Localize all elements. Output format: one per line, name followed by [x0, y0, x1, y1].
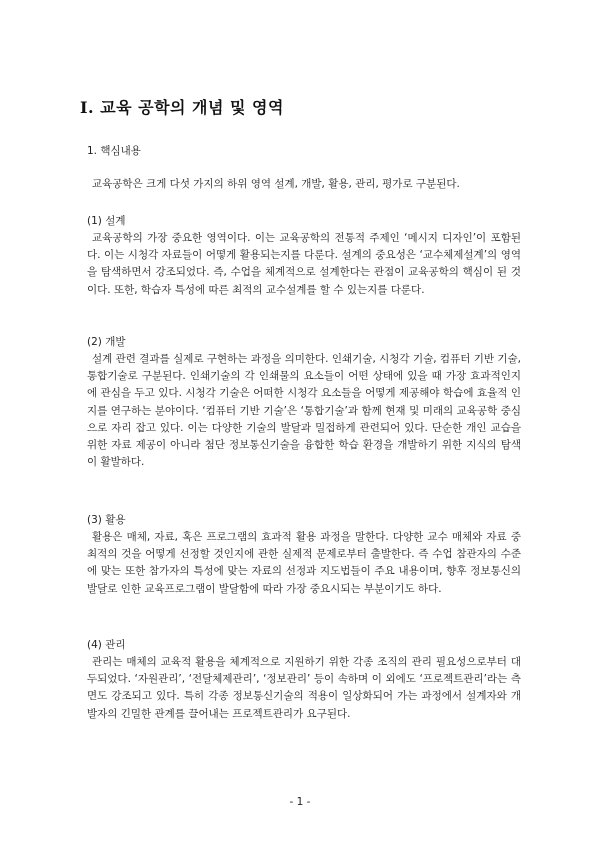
subsection-title: (1) 설계 — [87, 215, 126, 227]
subsection-utilization — [87, 512, 521, 598]
subsection-development — [87, 334, 521, 471]
page-number: - 1 - — [289, 796, 311, 808]
subsection-title: (2) 개발 — [87, 336, 126, 348]
section-heading: 1. 핵심내용 — [87, 145, 141, 157]
intro-paragraph: 교육공학은 크게 다섯 가지의 하위 영역 설계, 개발, 활용, 관리, 평가로 구분된다. — [92, 178, 460, 190]
subsection-design — [87, 213, 521, 299]
subsection-management — [87, 637, 521, 723]
page-title: Ⅰ. 교육 공학의 개념 및 영역 — [80, 98, 284, 117]
subsection-title: (3) 활용 — [87, 514, 126, 526]
subsection-body: 설계 관련 결과를 실제로 구현하는 과정을 의미한다. 인쇄기술, 시청각 기술, 컴퓨터 기반 기술, 통합기술로 구분된다. 인쇄기술의 각 인쇄물의 요소들이 어떤 상태에 있을 때 가장 효과적인지에 관심을 두고 있다. 시청각 기술은 어떠한 시청각 요소들을 어떻게 제공해야 학습에 효율적 인지를 연구하는 분야이다. ‘컴퓨터 기반 기술’은 ‘통합기술’과 함께 현재 및 미래의 교육공학 중심으로 자리 잡고 있다. 이는 다양한 기술의 발달과 밀접하게 관련되어 있다. 단순한 개인 교습을 위한 자료 제공이 아니라 첨단 정보통신기술을 융합한 학습 환경을 개발하기 위한 지식의 탐색이 활발하다. — [87, 353, 521, 469]
subsection-body: 교육공학의 가장 중요한 영역이다. 이는 교육공학의 전통적 주제인 ‘메시지 디자인’이 포함된다. 이는 시청각 자료들이 어떻게 활용되는지를 다룬다. 설계의 중요성은 ‘교수체제설계’의 영역을 탐색하면서 강조되었다. 즉, 수업을 체계적으로 설계한다는 관점이 교육공학의 핵심이 된 것이다. 또한, 학습자 특성에 따른 최적의 교수설계를 할 수 있는지를 다룬다. — [87, 232, 521, 296]
subsection-body: 활용은 매체, 자료, 혹은 프로그램의 효과적 활용 과정을 말한다. 다양한 교수 매체와 자료 중 최적의 것을 어떻게 선정할 것인지에 관한 실제적 문제로부터 출발한다. 즉 수업 참관자의 수준에 맞는 또한 참가자의 특성에 맞는 자료의 선정과 지도법들이 주요 내용이며, 향후 정보통신의 발달로 인한 교육프로그램이 발달함에 따라 가장 중요시되는 부분이기도 하다. — [87, 531, 521, 595]
subsection-title: (4) 관리 — [87, 639, 126, 651]
subsection-body: 관리는 매체의 교육적 활용을 체계적으로 지원하기 위한 각종 조직의 관리 필요성으로부터 대두되었다. ‘자원관리’, ‘전달체제관리’, ‘정보관리’ 등이 속하며 이 외에도 ‘프로젝트관리’라는 측면도 강조되고 있다. 특히 각종 정보통신기술의 적용이 일상화되어 가는 과정에서 설계자와 개발자의 긴밀한 관계를 끌어내는 프로젝트관리가 요구된다. — [87, 656, 521, 720]
